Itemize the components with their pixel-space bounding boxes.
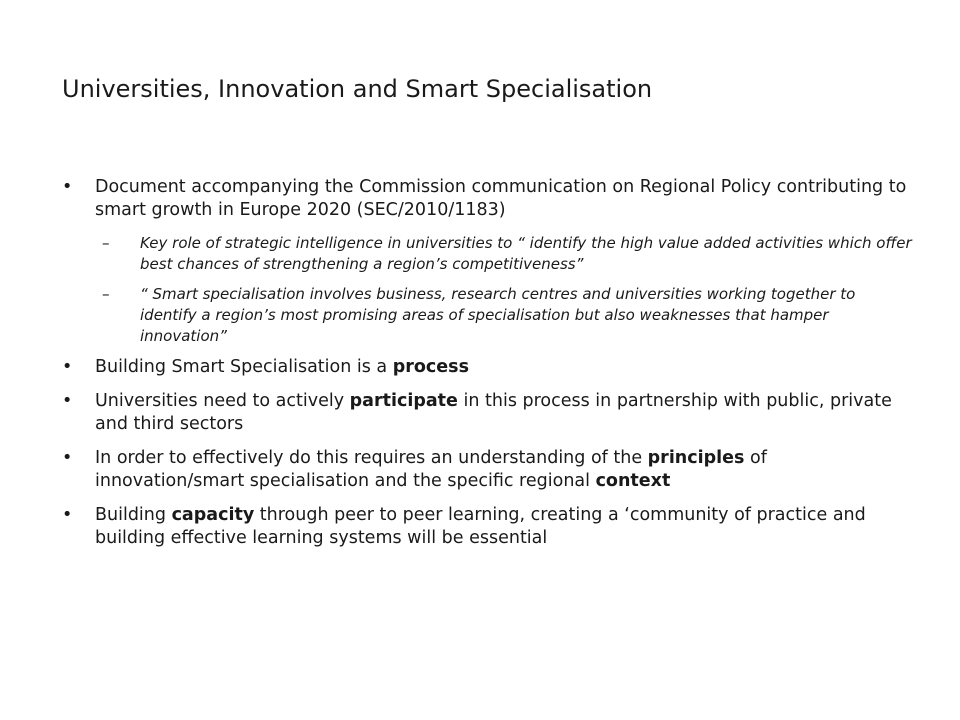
bullet-text: in this process in partnership with public, private and third sectors [95,391,892,434]
bullet-text: Universities need to actively [95,391,350,411]
bullet-bold-text: participate [349,391,458,411]
bullet-item-participate [62,390,912,436]
bullet-bold-text: principles [647,448,745,468]
bullet-bold-text: capacity [171,505,255,525]
bullet-bold-text: process [392,357,469,377]
bullet-item-capacity [62,504,912,550]
bullet-text: of innovation/smart specialisation and the specific regional [95,448,767,491]
sub-bullet-text: “ Smart specialisation involves business, research centres and universities working together to identify a region’s most promising areas of specialisation but also weaknesses that hamper innovation” [140,285,856,345]
bullet-text: Building Smart Specialisation is a [95,357,393,377]
bullet-text: through peer to peer learning, creating a ‘community of practice and building effective learning systems will be essential [95,505,866,548]
bullet-marker: • [62,505,73,525]
bullet-marker: • [62,357,73,377]
sub-bullet-marker: – [102,285,110,303]
sub-bullet-marker: – [102,234,110,252]
bullet-marker: • [62,391,73,411]
bullet-item-document [62,176,912,222]
bullet-text: In order to effectively do this requires an understanding of the [95,448,648,468]
sub-bullet-text: Key role of strategic intelligence in universities to “ identify the high value added activities which offer best chances of strengthening a region’s competitiveness” [140,234,912,273]
slide-title: Universities, Innovation and Smart Specialisation [62,75,653,103]
bullet-list [62,176,912,561]
sub-bullet-item-strategic-intelligence [62,233,912,275]
bullet-text: Document accompanying the Commission communication on Regional Policy contributing to smart growth in Europe 2020 (SEC/2010/1183) [95,177,907,220]
bullet-marker: • [62,448,73,468]
bullet-text: Building [95,505,172,525]
bullet-item-process [62,356,912,379]
bullet-item-principles [62,447,912,493]
bullet-marker: • [62,177,73,197]
sub-bullet-item-smart-specialisation-quote [62,284,912,347]
bullet-bold-text: context [595,471,671,491]
